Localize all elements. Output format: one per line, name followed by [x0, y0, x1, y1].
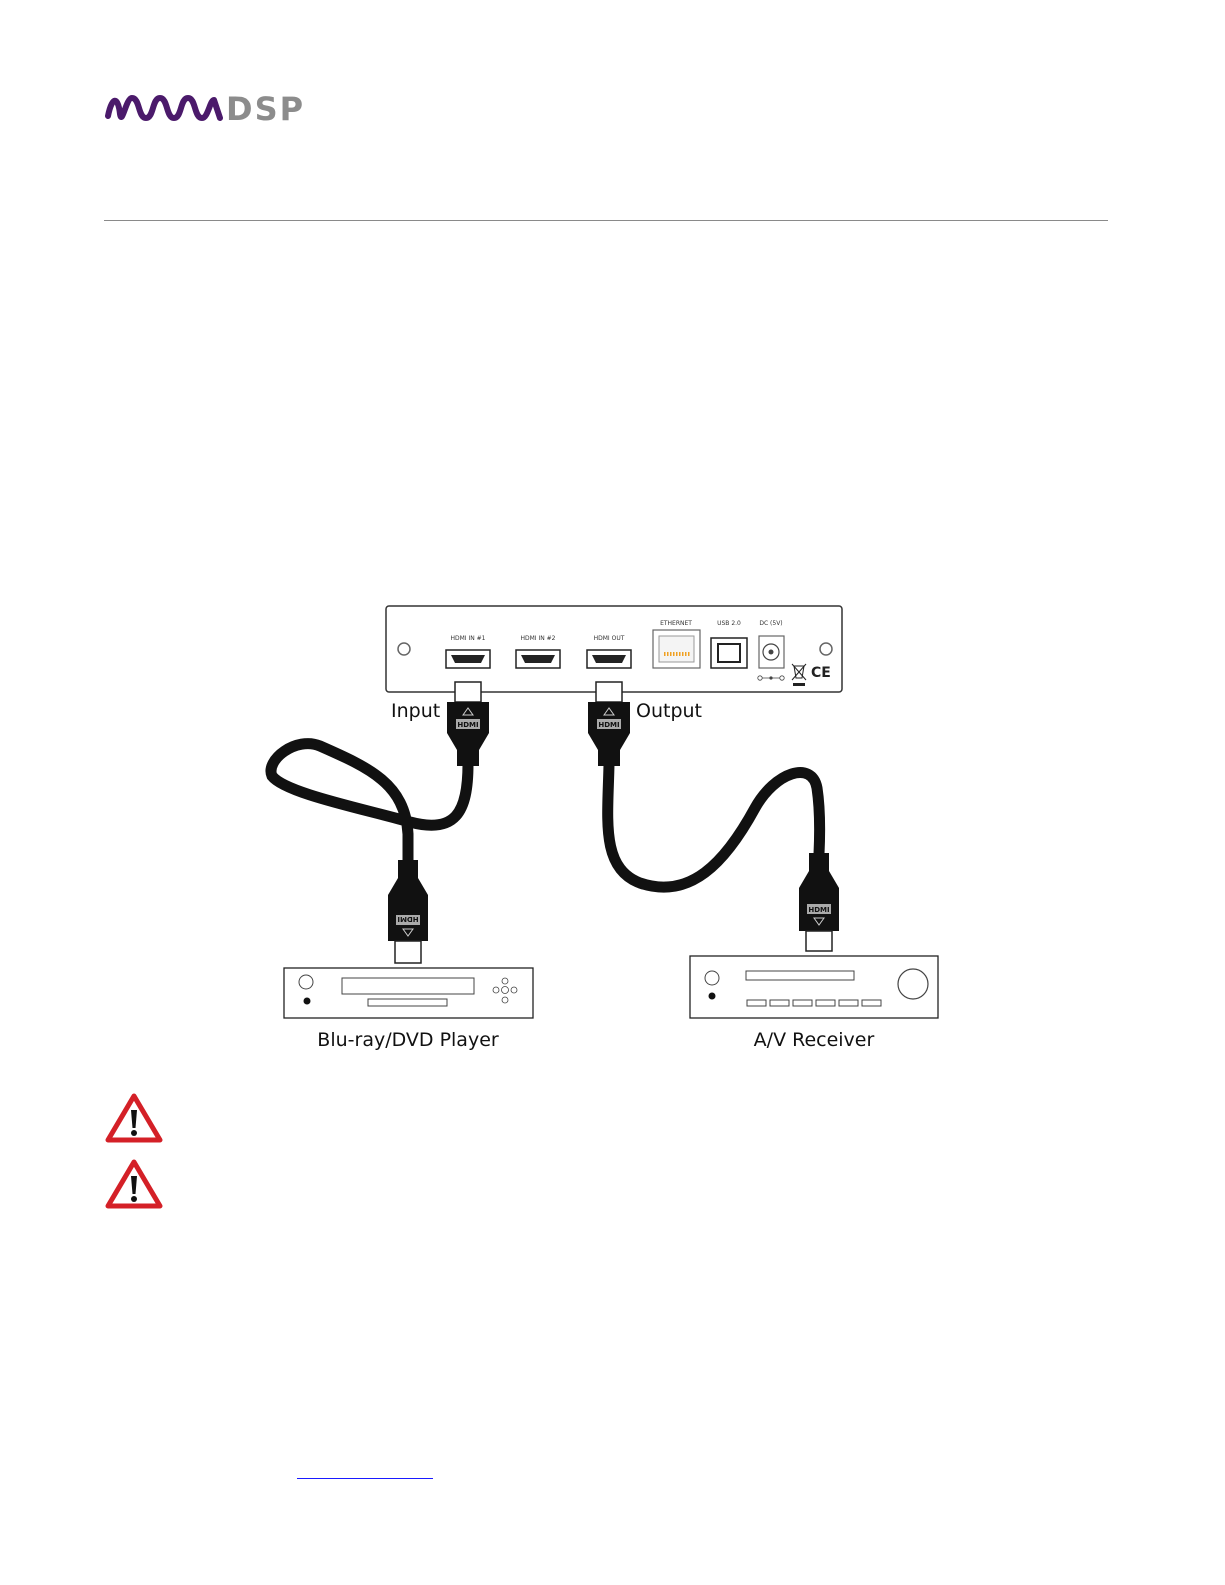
- hdmi-cable-input: [271, 682, 489, 963]
- hdmi-plug-tip-receiver: [806, 931, 832, 951]
- port-label-hdmi-in-2: HDMI IN #2: [520, 635, 556, 642]
- ce-mark: CE: [811, 665, 831, 681]
- player-power-button: [299, 975, 313, 989]
- receiver-power-button: [705, 971, 719, 985]
- av-receiver-label: A/V Receiver: [753, 1029, 875, 1051]
- input-label: Input: [391, 700, 441, 722]
- player-indicator-light: [304, 998, 311, 1005]
- hdmi-brand-output: HDMI: [598, 721, 620, 729]
- connection-diagram: [260, 598, 960, 1068]
- minidsp-logo: [104, 86, 334, 130]
- port-label-hdmi-out: HDMI OUT: [593, 635, 625, 642]
- hdmi-brand-player: HDMI: [397, 915, 419, 923]
- port-label-usb: USB 2.0: [717, 620, 741, 627]
- receiver-display: [746, 971, 854, 980]
- hdmi-cable-output: [588, 682, 839, 951]
- hdmi-plug-tip-player: [395, 941, 421, 963]
- receiver-volume-knob: [898, 969, 928, 999]
- warning-icon: [105, 1093, 163, 1143]
- header-divider: [104, 220, 1108, 221]
- player-disc-slot: [368, 999, 447, 1006]
- warning-icon: [105, 1159, 163, 1209]
- port-label-hdmi-in-1: HDMI IN #1: [450, 635, 486, 642]
- bluray-player: [284, 968, 533, 1018]
- hdmi-connector-receiver: [799, 853, 839, 931]
- hdmi-connector-output: [588, 702, 630, 766]
- player-display: [342, 978, 474, 994]
- output-label: Output: [636, 700, 702, 722]
- hdmi-brand-input: HDMI: [457, 721, 479, 729]
- hdmi-plug-tip-input: [455, 682, 481, 702]
- bluray-player-label: Blu-ray/DVD Player: [317, 1029, 499, 1051]
- footer-link[interactable]: [297, 1462, 433, 1479]
- logo-wave: [108, 98, 220, 118]
- hdmi-brand-receiver: HDMI: [808, 906, 830, 914]
- port-label-dc: DC (5V): [759, 620, 783, 627]
- panel-screw-left: [398, 643, 410, 655]
- hdmi-plug-tip-output: [596, 682, 622, 702]
- receiver-indicator-light: [709, 993, 716, 1000]
- logo-dsp-text: DSP: [226, 90, 306, 128]
- panel-screw-right: [820, 643, 832, 655]
- av-receiver: [690, 956, 938, 1018]
- device-rear-panel: [386, 606, 842, 692]
- port-label-ethernet: ETHERNET: [660, 620, 692, 627]
- hdmi-connector-input: [447, 702, 489, 766]
